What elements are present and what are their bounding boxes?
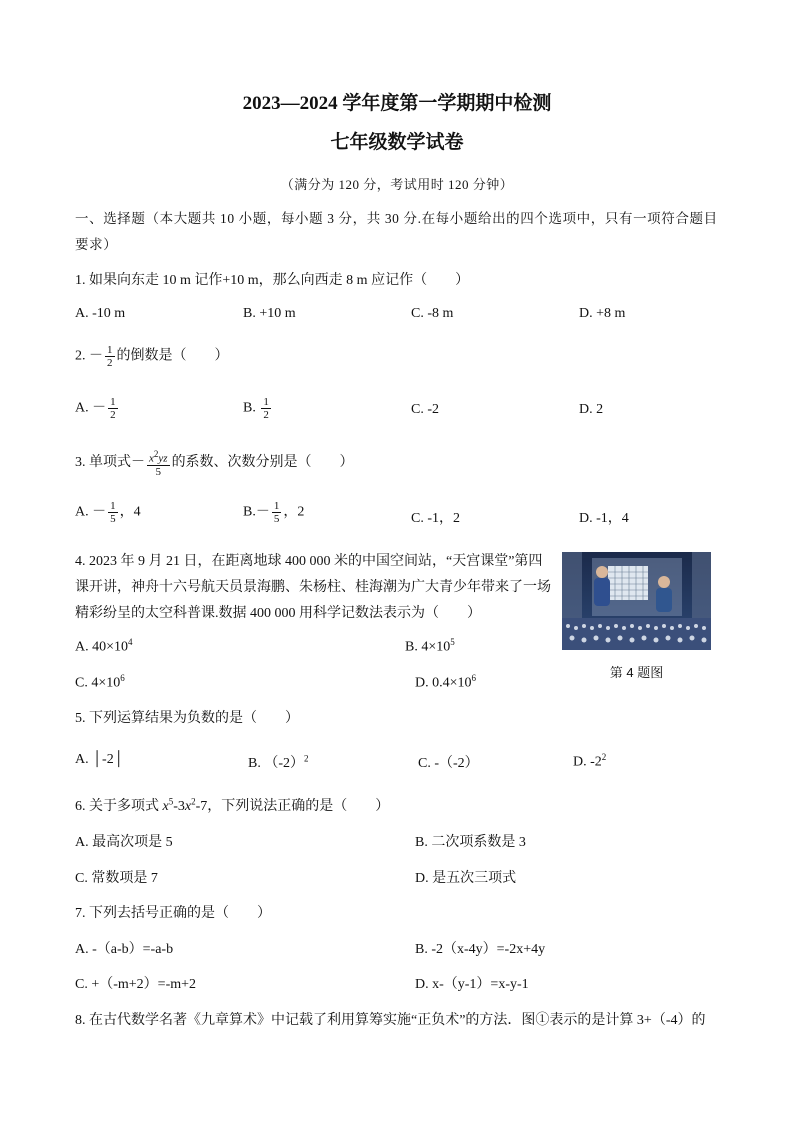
q6-stem (75, 795, 389, 815)
q2-frac-den: 2 (107, 357, 113, 369)
q3-exp: 2 (153, 449, 159, 459)
q2-option-b-fraction (261, 396, 271, 421)
q5-option-d-exp: 2 (601, 752, 607, 762)
q1-option-a: A. -10 m (75, 306, 126, 321)
q6-exp1: 5 (168, 796, 174, 807)
q5-option-b (248, 752, 309, 772)
q3-option-b (243, 500, 304, 525)
q2-option-c: C. -2 (411, 402, 439, 417)
q3-option-b-fraction (272, 500, 282, 525)
q4-option-c (75, 673, 125, 692)
q5-option-b-exp: 2 (304, 753, 309, 764)
q3-option-a (75, 500, 141, 525)
q4-figure-caption: 第 4 题图 (609, 665, 664, 680)
q4-stem-line1: 4. 2023 年 9 月 21 日，在距离地球 400 000 米的中国空间站，“天宫课堂”第四 (75, 554, 543, 569)
q6-exp2: 2 (191, 796, 196, 807)
exam-title: 2023—2024 学年度第一学期期中检测 (242, 93, 552, 114)
q3-option-b-label: B.－ (243, 504, 270, 520)
q4-figure-photo (562, 552, 711, 650)
q3-suffix: 的系数、次数分别是（ ） (171, 455, 354, 471)
q1-option-d: D. +8 m (579, 306, 626, 321)
q6-option-b: B. 二次项系数是 3 (415, 835, 526, 850)
q1-stem: 1. 如果向东走 10 m 记作+10 m，那么向西走 8 m 应记作（ ） (75, 273, 470, 288)
q4-option-b-base: B. 4×10 (405, 639, 451, 655)
q2-option-d: D. 2 (579, 402, 604, 417)
q4-option-a-base: A. 40×10 (75, 639, 129, 655)
q4-stem-line2: 课开讲，神舟十六号航天员景海鹏、朱杨柱、桂海潮为广大青少年带来了一场 (75, 580, 551, 595)
q6-option-d: D. 是五次三项式 (415, 871, 517, 886)
q6-var-x2: x (184, 799, 192, 814)
q4-stem-line3: 精彩纷呈的太空科普课.数据 400 000 用科学记数法表示为（ ） (75, 606, 481, 621)
q5-option-d-base: D. -2 (573, 754, 602, 770)
q7-option-d: D. x-（y-1）=x-y-1 (415, 977, 529, 992)
q2-fraction (105, 344, 115, 369)
q6-stem-prefix: 6. 关于多项式 (75, 799, 163, 814)
q2-option-a-label: A. － (75, 400, 107, 416)
q1-option-c: C. -8 m (411, 306, 454, 321)
space-classroom-photo (562, 552, 711, 650)
q5-option-d (573, 752, 606, 771)
q6-stem-mid: -3 (173, 799, 185, 814)
q3-option-a-tail: ，4 (119, 504, 141, 520)
q6-option-c: C. 常数项是 7 (75, 871, 158, 886)
q5-option-c: C. -（-2） (418, 756, 479, 771)
q6-var-x1: x (162, 799, 169, 814)
q3-prefix: 3. 单项式－ (75, 455, 145, 471)
q4-option-c-exp: 6 (120, 673, 125, 683)
q3-stem (75, 448, 354, 478)
q6-option-a: A. 最高次项是 5 (75, 835, 173, 850)
q4-option-b (405, 637, 455, 656)
q3-option-a-num: 1 (110, 500, 116, 512)
q3-var-yz: yz (158, 452, 168, 465)
q2-option-a-den: 2 (110, 409, 116, 421)
exam-subtitle: 七年级数学试卷 (330, 132, 464, 153)
q3-var-x: x (149, 452, 154, 465)
q4-option-d-exp: 6 (471, 673, 477, 683)
q7-option-c: C. +（-m+2）=-m+2 (75, 977, 197, 992)
q6-stem-tail: -7，下列说法正确的是（ ） (195, 799, 390, 814)
section-heading: 一、选择题（本大题共 10 小题，每小题 3 分，共 30 分.在每小题给出的四个选项中，只有一项符合题目要求） (75, 211, 718, 252)
q5-option-a: A. │-2│ (75, 752, 124, 767)
q3-option-d: D. -1，4 (579, 511, 629, 526)
exam-note: （满分为 120 分，考试用时 120 分钟） (280, 177, 514, 192)
q2-option-b-label: B. (243, 400, 260, 416)
q3-option-a-den: 5 (110, 513, 116, 525)
q1-option-b: B. +10 m (243, 306, 296, 321)
q2-prefix: 2. － (75, 348, 103, 364)
q3-option-b-num: 1 (273, 500, 280, 512)
q4-option-a-exp: 4 (128, 637, 133, 647)
q4-option-b-exp: 5 (450, 637, 455, 647)
q4-option-d (415, 673, 476, 692)
q3-option-a-label: A. － (75, 504, 107, 520)
q2-option-a-fraction (108, 396, 118, 421)
q2-suffix: 的倒数是（ ） (116, 348, 229, 364)
q8-stem: 8. 在古代数学名著《九章算术》中记载了利用算筹实施“正负术”的方法．图①表示的是计算 3+（-4）的 (75, 1013, 706, 1028)
q3-option-c: C. -1，2 (411, 511, 460, 526)
q4-option-d-base: D. 0.4×10 (415, 675, 472, 691)
q7-option-a: A. -（a-b）=-a-b (75, 942, 174, 957)
q5-option-b-base: B. （-2） (248, 756, 304, 771)
q3-option-a-fraction (108, 500, 118, 525)
q2-option-a-num: 1 (110, 396, 116, 408)
q4-option-c-base: C. 4×10 (75, 675, 121, 691)
q3-frac-den: 5 (155, 465, 162, 478)
q5-stem: 5. 下列运算结果为负数的是（ ） (75, 711, 299, 726)
q3-fraction (147, 448, 170, 478)
q2-option-b-den: 2 (263, 409, 269, 421)
q2-frac-num: 1 (107, 344, 113, 356)
q4-option-a (75, 637, 133, 656)
q2-option-b-num: 1 (263, 396, 269, 408)
q3-frac-num (147, 448, 170, 466)
q2-stem (75, 344, 229, 369)
q2-option-b (243, 396, 273, 421)
q2-option-a (75, 396, 120, 421)
q7-option-b: B. -2（x-4y）=-2x+4y (415, 942, 546, 957)
q3-option-b-tail: ，2 (283, 504, 305, 520)
q7-stem: 7. 下列去括号正确的是（ ） (75, 906, 271, 921)
q3-option-b-den: 5 (273, 513, 280, 525)
